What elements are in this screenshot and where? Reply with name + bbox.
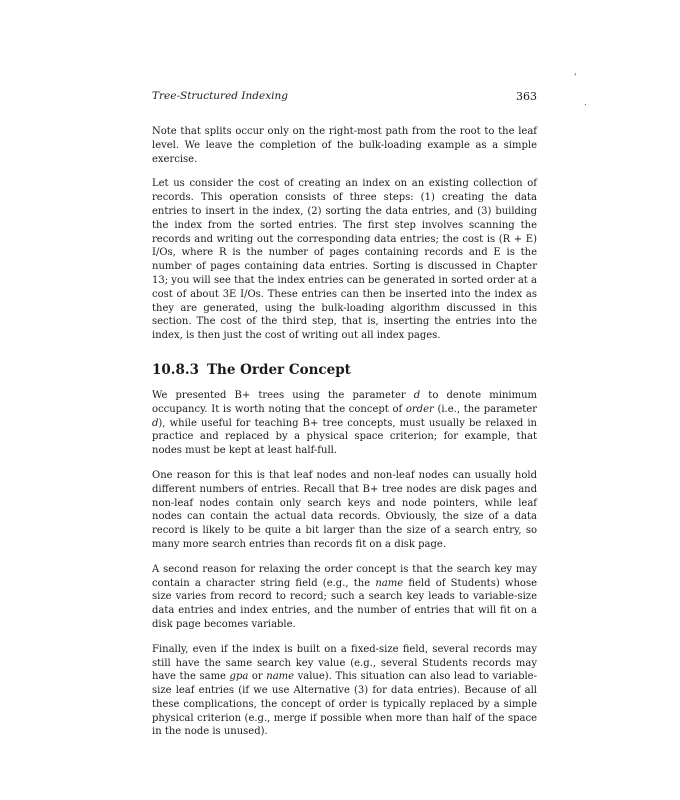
section-title: The Order Concept — [206, 361, 351, 378]
field-name-second: name — [266, 671, 295, 683]
param-d-second: d — [152, 417, 159, 429]
paragraph-index-creation-cost: Let us consider the cost of creating an index on an existing collection of records. This operation consists of three steps: (1) creating the data entries to insert in the index, (2) sorting the data entries, and (3) building the index from the sorted entries. The first step involves scanning the records and writing out the corresponding data entries; the cost is (R + E) I/Os, where R is the number of pages containing records and E is the number of pages containing data entries. Sorting is discussed in Chapter 13; you will see that the index entries can be generated in sorted order at a cost of about 3E I/Os. These entries can then be inserted into the index as they are generated, using the bulk-loading algorithm discussed in this section. The cost of the third step, that is, inserting the entries into the index, is then just the cost of writing out all index pages. — [152, 178, 537, 342]
term-order: order — [405, 403, 434, 415]
running-title: Tree-Structured Indexing — [152, 90, 288, 102]
paragraph-first-reason: One reason for this is that leaf nodes and non-leaf nodes can usually hold different numbers of entries. Recall that B+ tree nodes are disk pages and non-leaf nodes contain only search keys and node pointers, while leaf nodes can contain the actual data records. Obviously, the size of a data record is likely to be quite a bit larger than the size of a search entry, so many more search entries than records fit on a disk page. — [152, 469, 537, 550]
running-header — [152, 90, 537, 106]
field-name: name — [375, 577, 404, 589]
section-heading — [152, 361, 537, 379]
page-number: 363 — [516, 90, 537, 103]
paragraph-bulk-loading-note: Note that splits occur only on the right-most path from the root to the leaf level. We leave the completion of the bulk-loading example as a simple exercise. — [152, 126, 537, 165]
param-d: d — [413, 389, 421, 401]
paragraph-second-reason: A second reason for relaxing the order concept is that the search key may contain a character string field (e.g., the name field of Students) whose size varies from record to record; such a search key leads to variable-size data entries and index entries, and the number of entries that will fit on a disk page becomes variable. — [152, 563, 537, 630]
page-body — [152, 125, 537, 739]
paragraph-order-intro: We presented B+ trees using the parameter d to denote minimum occupancy. It is worth noting that the concept of order (i.e., the parameter d), while useful for teaching B+ tree concepts, must usually be relaxed in practice and replaced by a physical space criterion; for example, that nodes must be kept at least half-full. — [152, 389, 537, 457]
edge-dot-mark: . — [584, 98, 587, 108]
edge-tick-mark: ' — [574, 73, 577, 83]
field-gpa: gpa — [229, 671, 249, 683]
section-number: 10.8.3 — [152, 361, 199, 378]
paragraph-finally: Finally, even if the index is built on a fixed-size field, several records may still have the same search key value (e.g., several Students records may have the same gpa or name value). This situation can also lead to variable-size leaf entries (if we use Alternative (3) for data entries). Because of all these complications, the concept of order is typically replaced by a simple physical criterion (e.g., merge if possible when more than half of the space in the node is unused). — [152, 643, 537, 738]
